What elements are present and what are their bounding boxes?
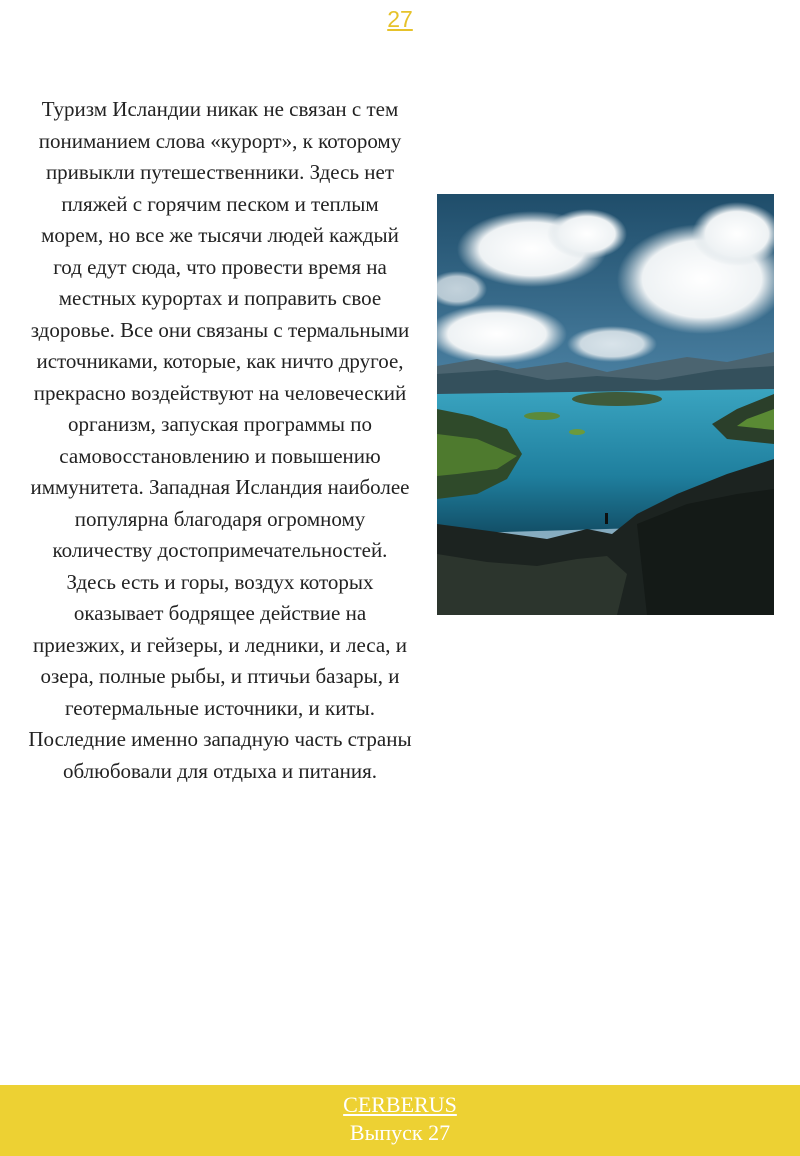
article-body-text: Туризм Исландии никак не связан с тем пониманием слова «курорт», к которому привыкли путешественники. Здесь нет пляжей с горячим песком и теплым морем, но все же тысячи людей каждый год едут сюда, что провести время на местных курортах и поправить свое здоровье. Все они связаны с термальными источниками, которые, как ничто другое, прекрасно воздействуют на человеческий организм, запуская программы по самовосстановлению и повышению иммунитета. Западная Исландия наиболее популярна благодаря огромному количеству достопримечательностей. Здесь есть и горы, воздух которых оказывает бодрящее действие на приезжих, и гейзеры, и ледники, и леса, и озера, полные рыбы, и птичьи базары, и геотермальные источники, и киты. Последние именно западную часть страны облюбовали для отдыха и питания. <box>28 97 412 783</box>
page-number[interactable]: 27 <box>387 6 413 32</box>
landscape-photo <box>437 194 774 615</box>
footer-issue-label: Выпуск 27 <box>349 1120 451 1145</box>
lake-landscape-image <box>437 194 774 615</box>
footer-bar <box>0 1085 800 1156</box>
footer-brand-link[interactable]: CERBERUS <box>343 1092 457 1117</box>
